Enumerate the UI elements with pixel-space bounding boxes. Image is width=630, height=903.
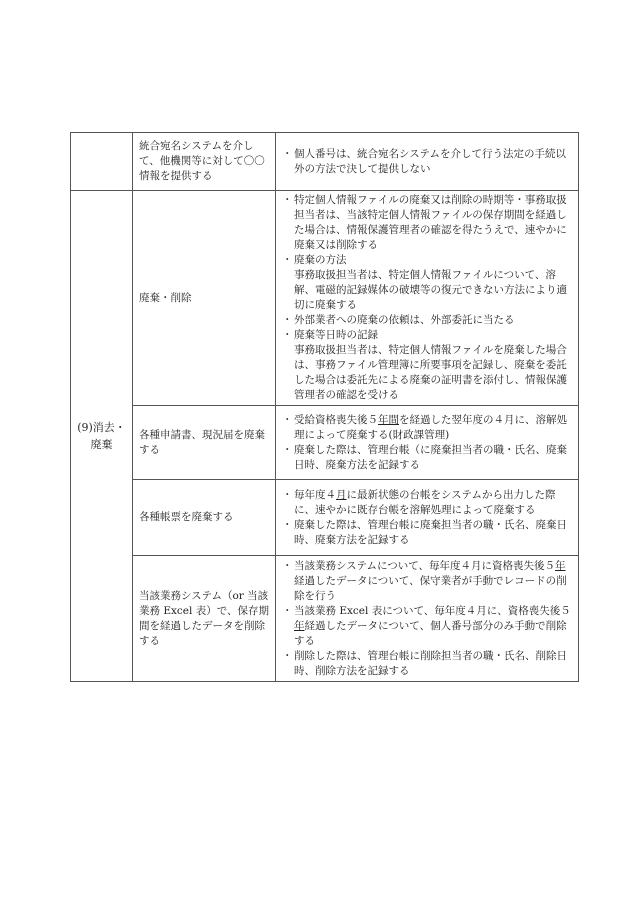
rule-text-underlined: 年間	[378, 413, 399, 426]
rule-item	[284, 193, 572, 253]
rules-cell	[276, 406, 579, 480]
rule-item	[284, 443, 572, 473]
process-cell	[133, 133, 276, 191]
rule-item	[284, 253, 572, 313]
section-cell-empty	[71, 133, 133, 191]
process-text: 各種帳票を廃棄する	[139, 511, 234, 523]
rule-heading: ・ 廃棄等日時の記録	[294, 329, 378, 341]
rule-list	[284, 193, 572, 403]
table-row	[71, 133, 579, 191]
rule-item	[284, 559, 572, 604]
process-text: 各種申請書、現況届を廃棄する	[139, 428, 265, 456]
rule-list	[284, 488, 572, 548]
table-row	[71, 556, 579, 682]
rule-text-underlined: 月	[336, 488, 347, 501]
rules-cell	[276, 133, 579, 191]
rule-text-part: を経過した翌年度の４月に、溶解処理によって廃棄する(財政課管理)	[294, 413, 567, 441]
rule-item	[284, 649, 572, 679]
table-row	[71, 191, 579, 406]
rule-text-part: 毎年度４	[294, 488, 336, 501]
rule-text-part: 経過したデータについて、個人番号部分のみ手動で削除する	[294, 619, 567, 647]
process-cell	[133, 191, 276, 406]
rule-text: ・ 個人番号は、統合宛名システムを介して行う法定の手続以外の方法で決して提供しない	[294, 147, 566, 175]
process-text: 当該業務システム（or 当該業務 Excel 表）で、保存期間を経過したデータを削除する	[139, 589, 270, 647]
rules-cell	[276, 191, 579, 406]
rule-item	[284, 413, 572, 443]
table-row	[71, 480, 579, 556]
rule-list	[284, 147, 572, 177]
process-text: 廃棄・削除	[139, 291, 192, 304]
rule-item	[284, 518, 572, 548]
rule-text-underlined: 年	[555, 559, 566, 572]
rule-item	[284, 604, 572, 649]
rule-list	[284, 559, 572, 679]
process-cell	[133, 406, 276, 480]
process-cell	[133, 556, 276, 682]
table-row	[71, 406, 579, 480]
rule-item	[284, 147, 572, 177]
rule-text-underlined: 年	[294, 619, 305, 632]
rule-text-part: 当該業務システムについて、毎年度４月に資格喪失後５	[294, 559, 556, 572]
rule-text: ・ 廃棄した際は、管理台帳に廃棄担当者の職・氏名、廃棄日時、廃棄方法を記録する	[294, 518, 567, 546]
rule-item	[284, 313, 572, 328]
rule-text-part: に最新状態の台帳をシステムから出力した際に、速やかに既存台帳を溶解処理によって廃棄する	[294, 488, 556, 516]
process-text: 統合宛名システムを介して、他機関等に対して〇〇情報を提供する	[139, 140, 265, 182]
rule-text-part: 受給資格喪失後５	[294, 413, 378, 426]
rule-item	[284, 488, 572, 518]
rule-text: ・ 削除した際は、管理台帳に削除担当者の職・氏名、削除日時、削除方法を記録する	[294, 649, 567, 677]
rule-text-part: 経過したデータについて、保守業者が手動でレコードの削除を行う	[294, 574, 567, 602]
section-label: (9)消去・ 廃棄	[77, 421, 126, 451]
rule-text: ・ 廃棄した際は、管理台帳（に廃棄担当者の職・氏名、廃棄日時、廃棄方法を記録する	[294, 443, 567, 471]
process-cell	[133, 480, 276, 556]
disposal-procedure-table	[70, 132, 579, 682]
rule-item	[284, 328, 572, 403]
rule-text: ・ 外部業者への廃棄の依頼は、外部委託に当たる	[294, 314, 515, 326]
rule-list	[284, 413, 572, 473]
rule-text-part: 当該業務 Excel 表について、毎年度４月に、資格喪失後５	[294, 604, 571, 617]
rules-cell	[276, 556, 579, 682]
rule-body: 事務取扱担当者は、特定個人情報ファイルを廃棄した場合は、事務ファイル管理簿に所要事項を記録し、廃棄を委託した場合は委託先による廃棄の証明書を添付し、情報保護管理者の確認を受ける	[294, 344, 567, 401]
rule-text: ・ 特定個人情報ファイルの廃棄又は削除の時期等・事務取扱担当者は、当該特定個人情報ファイルの保存期間を経過した場合は、情報保護管理者の確認を得たうえで、速やかに廃棄又は削除する	[294, 194, 567, 251]
rules-cell	[276, 480, 579, 556]
rule-body: 事務取扱担当者は、特定個人情報ファイルについて、溶解、電磁的記録媒体の破壊等の復元できない方法により適切に廃棄する	[294, 269, 567, 311]
section-cell	[71, 191, 133, 682]
rule-heading: ・ 廃棄の方法	[294, 254, 347, 266]
